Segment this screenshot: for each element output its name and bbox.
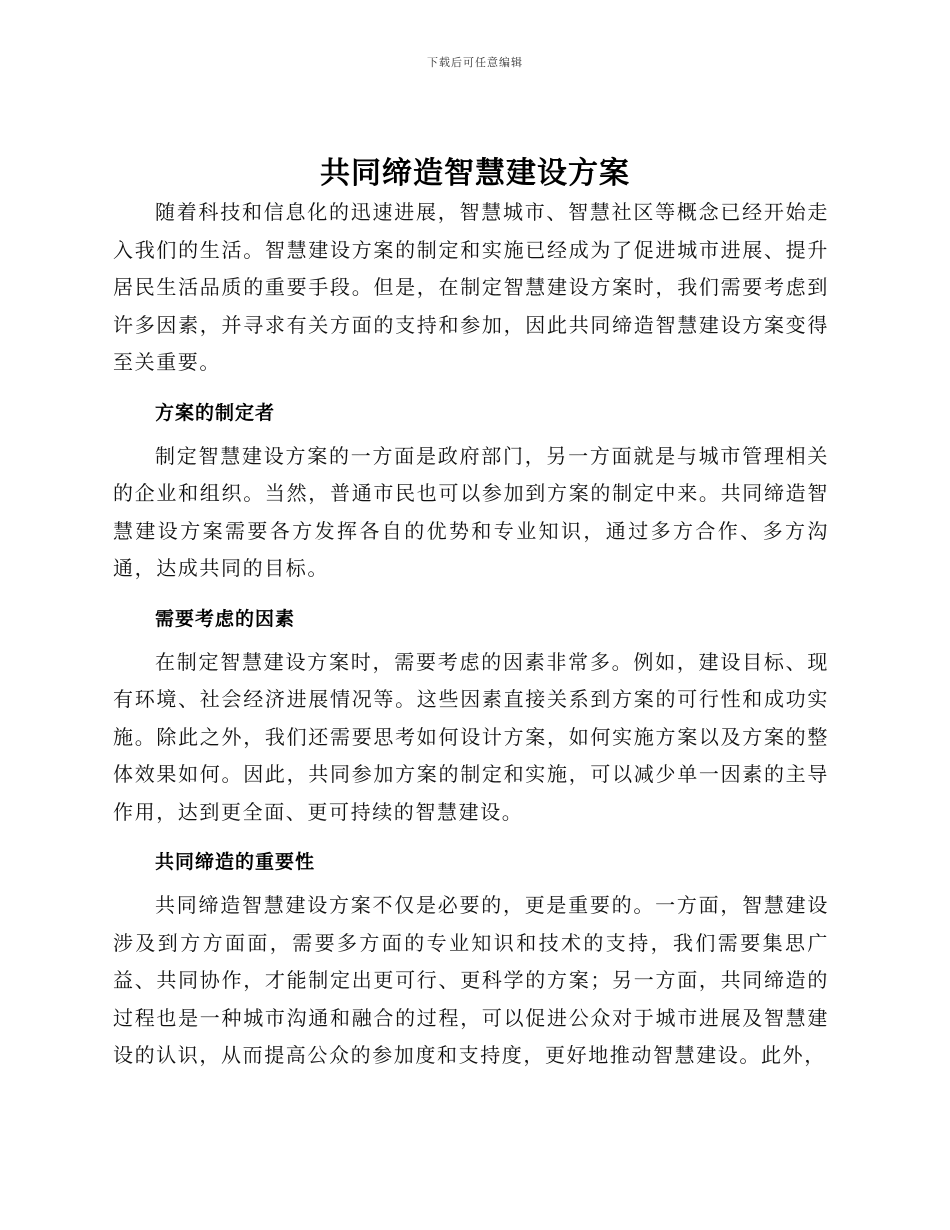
document-body [113,194,829,1075]
factors-paragraph: 在制定智慧建设方案时，需要考虑的因素非常多。例如，建设目标、现有环境、社会经济进展情况等。这些因素直接关系到方案的可行性和成功实施。除此之外，我们还需要思考如何设计方案，如何实施方案以及方案的整体效果如何。因此，共同参加方案的制定和实施，可以减少单一因素的主导作用，达到更全面、更可持续的智慧建设。 [113,649,829,824]
intro-paragraph: 随着科技和信息化的迅速进展，智慧城市、智慧社区等概念已经开始走入我们的生活。智慧建设方案的制定和实施已经成为了促进城市进展、提升居民生活品质的重要手段。但是，在制定智慧建设方案时，我们需要考虑到许多因素，并寻求有关方面的支持和参加，因此共同缔造智慧建设方案变得至关重要。 [113,200,829,374]
section-heading-factors: 需要考虑的因素 [155,607,296,630]
section-heading-importance: 共同缔造的重要性 [155,851,316,873]
importance-paragraph: 共同缔造智慧建设方案不仅是必要的，更是重要的。一方面，智慧建设涉及到方方面面，需要多方面的专业知识和技术的支持，我们需要集思广益、共同协作，才能制定出更可行、更科学的方案；另一方面，共同缔造的过程也是一种城市沟通和融合的过程，可以促进公众对于城市进展及智慧建设的认识，从而提高公众的参加度和支持度，更好地推动智慧建设。此外， [113,893,829,1067]
header-note: 下载后可任意编辑 [427,56,523,69]
section-heading-planners: 方案的制定者 [155,401,276,424]
planners-paragraph: 制定智慧建设方案的一方面是政府部门，另一方面就是与城市管理相关的企业和组织。当然，普通市民也可以参加到方案的制定中来。共同缔造智慧建设方案需要各方发挥各自的优势和专业知识，通过多方合作、多方沟通，达成共同的目标。 [113,443,829,580]
document-title: 共同缔造智慧建设方案 [320,156,630,191]
